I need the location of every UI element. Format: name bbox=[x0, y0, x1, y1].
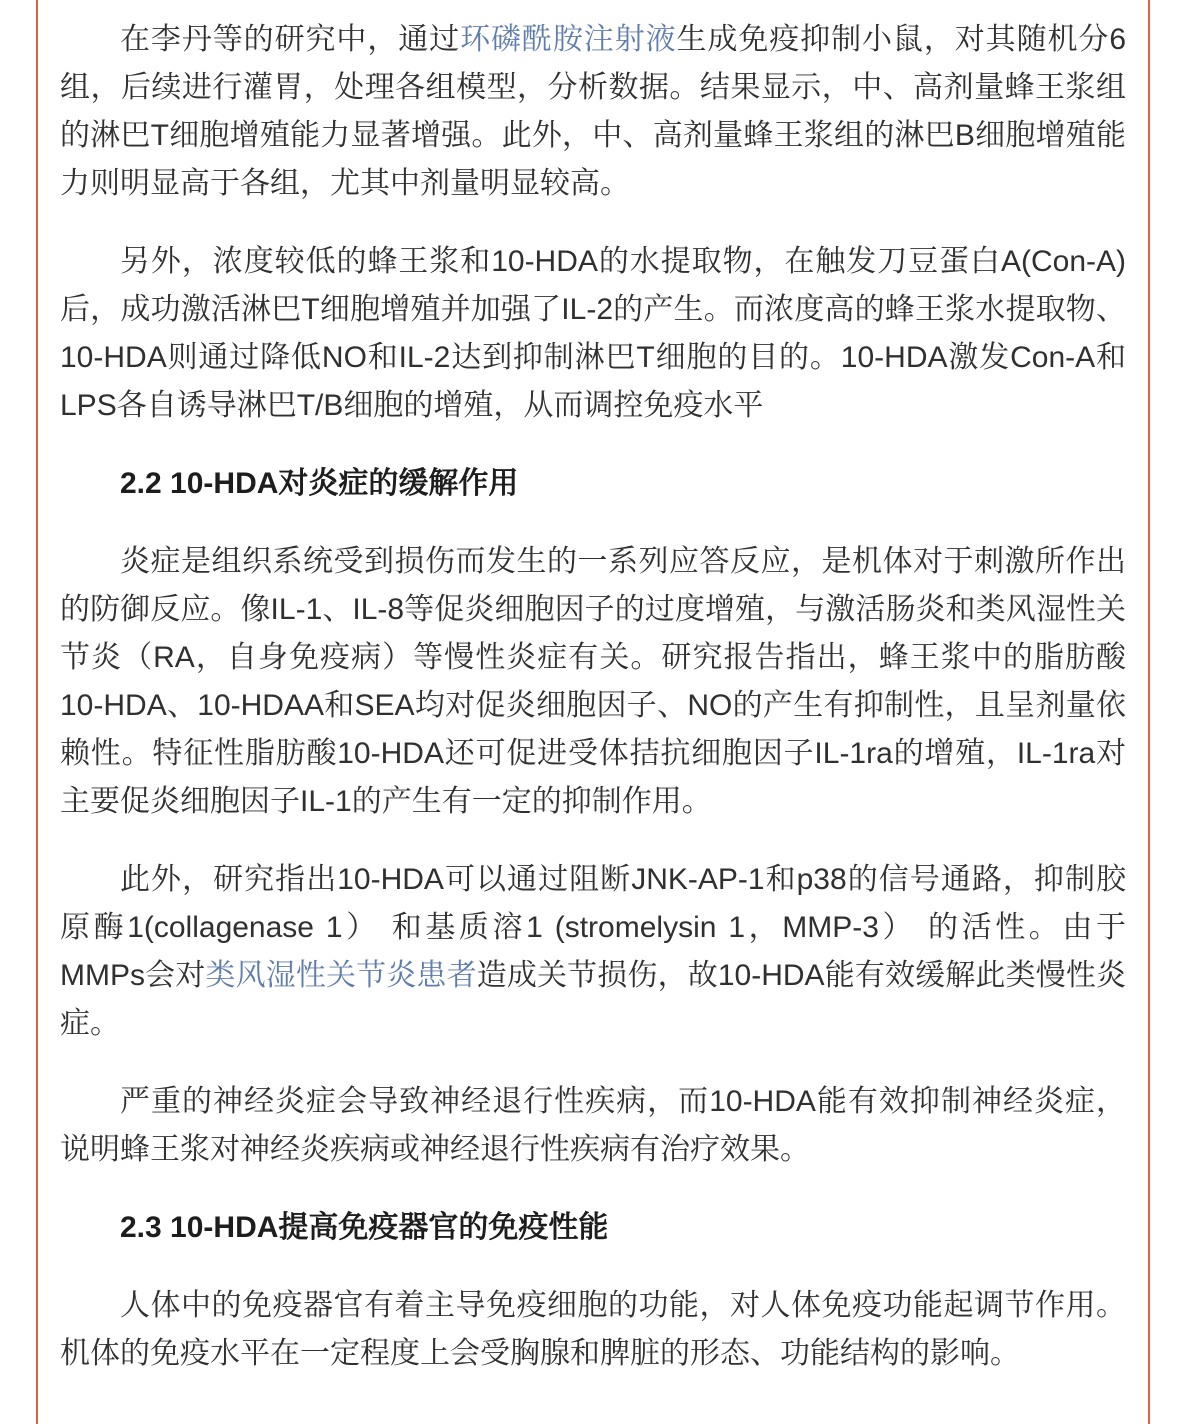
paragraph bbox=[60, 1282, 1126, 1378]
text-run: 2.2 10-HDA对炎症的缓解作用 bbox=[120, 467, 519, 500]
text-run: 生成免疫抑制小鼠，对其随机分6组，后续进行灌胃，处理各组模型，分析数据。结果显示，中、高剂量蜂王浆组的淋巴T细胞增殖能力显著增强。此外，中、高剂量蜂王浆组的淋巴B细胞增殖能力则明显高于各组，尤其中剂量明显较高。 bbox=[60, 23, 1127, 200]
paragraph bbox=[60, 1078, 1126, 1174]
inline-link[interactable]: 环磷酰胺注射液 bbox=[460, 23, 677, 56]
page-card bbox=[36, 0, 1150, 1424]
section-heading bbox=[60, 460, 1126, 508]
paragraph bbox=[60, 538, 1126, 826]
paragraph bbox=[60, 16, 1126, 208]
text-run: 此外，研究指出10-HDA可以通过阻断JNK-AP-1和p38的信号通路，抑制胶原酶1(collagenase 1） 和基质溶1 (stromelysin 1，MMP-3） 的活性。由于MMPs会对 bbox=[60, 863, 1126, 992]
article-body bbox=[60, 16, 1126, 1378]
section-heading bbox=[60, 1204, 1126, 1252]
paragraph bbox=[60, 856, 1126, 1048]
paragraph bbox=[60, 238, 1126, 430]
text-run: 炎症是组织系统受到损伤而发生的一系列应答反应，是机体对于刺激所作出的防御反应。像IL-1、IL-8等促炎细胞因子的过度增殖，与激活肠炎和类风湿性关节炎（RA，自身免疫病）等慢性炎症有关。研究报告指出，蜂王浆中的脂肪酸10-HDA、10-HDAA和SEA均对促炎细胞因子、NO的产生有抑制性，且呈剂量依赖性。特征性脂肪酸10-HDA还可促进受体拮抗细胞因子IL-1ra的增殖，IL-1ra对主要促炎细胞因子IL-1的产生有一定的抑制作用。 bbox=[60, 545, 1126, 818]
text-run: 2.3 10-HDA提高免疫器官的免疫性能 bbox=[120, 1211, 609, 1244]
text-run: 在李丹等的研究中，通过 bbox=[120, 23, 461, 56]
text-run: 造成关节损伤，故10-HDA能有效缓解此类慢性炎症。 bbox=[60, 959, 1126, 1040]
inline-link[interactable]: 类风湿性关节炎患者 bbox=[205, 959, 477, 992]
text-run: 严重的神经炎症会导致神经退行性疾病，而10-HDA能有效抑制神经炎症，说明蜂王浆对神经炎疾病或神经退行性疾病有治疗效果。 bbox=[60, 1085, 1126, 1166]
text-run: 人体中的免疫器官有着主导免疫细胞的功能，对人体免疫功能起调节作用。机体的免疫水平在一定程度上会受胸腺和脾脏的形态、功能结构的影响。 bbox=[60, 1289, 1126, 1370]
text-run: 另外，浓度较低的蜂王浆和10-HDA的水提取物，在触发刀豆蛋白A(Con-A)后，成功激活淋巴T细胞增殖并加强了IL-2的产生。而浓度高的蜂王浆水提取物、10-HDA则通过降低NO和IL-2达到抑制淋巴T细胞的目的。10-HDA激发Con-A和LPS各自诱导淋巴T/B细胞的增殖，从而调控免疫水平 bbox=[60, 245, 1126, 422]
